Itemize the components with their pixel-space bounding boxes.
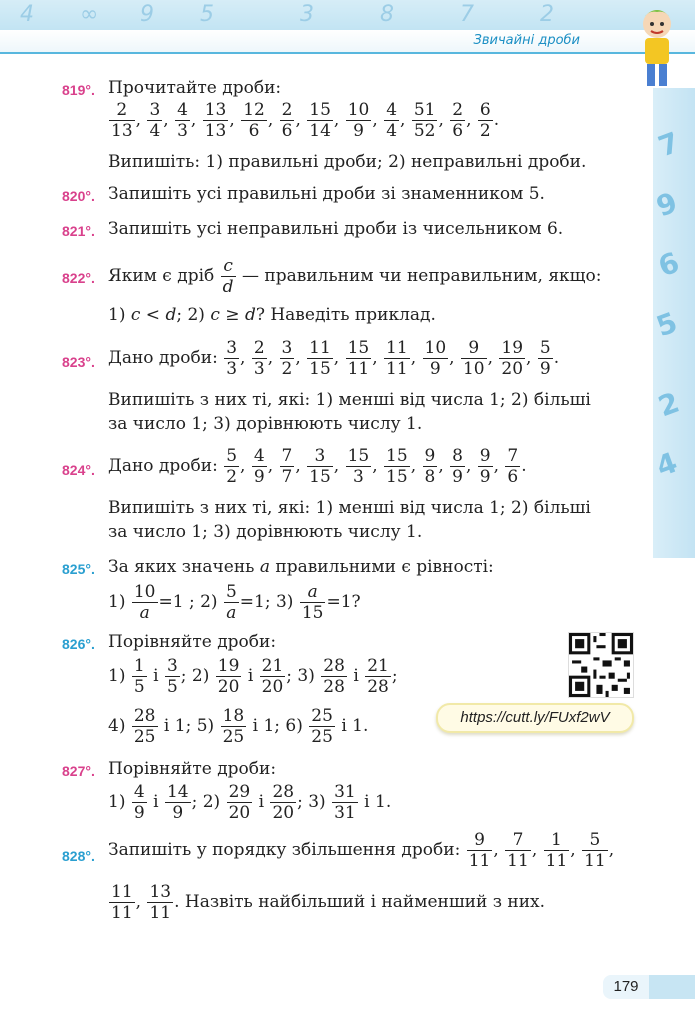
fraction: $\frac{19}{20}$ [217, 656, 240, 697]
fraction: $\frac{9}{10}$ [462, 338, 485, 379]
problem-text: Порівняйте дроби: [108, 632, 277, 652]
fraction: $\frac{28}{20}$ [272, 782, 295, 823]
problem-comparisons: 1) $\frac{4}{9}$ і $\frac{14}{9}$ ; 2) $\frac{29}{20}$ і $\frac{28}{20}$ ; 3) $\frac{31}{31}$ і 1. [108, 782, 392, 823]
fraction: $\frac{28}{28}$ [323, 656, 345, 697]
fraction: $\frac{4}{9}$ [133, 782, 145, 823]
fraction: $\frac{13}{11}$ [149, 882, 172, 923]
side-decorative-strip [653, 88, 695, 558]
fraction: $\frac{14}{9}$ [166, 782, 189, 823]
fraction: $\frac{51}{52}$ [413, 100, 436, 141]
problem-task: Випишіть з них ті, які: 1) менші від числа 1; 2) більші [108, 498, 591, 518]
fraction: $\frac{2}{3}$ [253, 338, 265, 379]
fraction: $\frac{15}{15}$ [386, 446, 408, 487]
fraction: $\frac{21}{20}$ [261, 656, 284, 697]
fraction: $\frac{4}{9}$ [253, 446, 265, 487]
decor-digit: 7 [653, 125, 684, 164]
problem-comparisons: 1) $\frac{1}{5}$ і $\frac{3}{5}$ ; 2) $\frac{19}{20}$ і $\frac{21}{20}$ ; 3) $\frac{28}{28}$ і $\frac{21}{28}$ ; [108, 656, 398, 697]
fraction: $\frac{21}{28}$ [367, 656, 389, 697]
qr-code[interactable] [568, 632, 634, 698]
fraction: $\frac{10}{9}$ [424, 338, 447, 379]
fraction: $\frac{5}{2}$ [226, 446, 238, 487]
chapter-title: Звичайні дроби [473, 33, 580, 48]
fraction: $\frac{25}{25}$ [311, 706, 333, 747]
decor-digit: 2 [653, 385, 684, 424]
fraction: $\frac{3}{2}$ [281, 338, 293, 379]
decor-digit: 5 [200, 2, 214, 27]
decor-digit: 2 [540, 2, 554, 27]
fraction: $\frac{29}{20}$ [228, 782, 251, 823]
fraction: $\frac{10}{a}$ [133, 582, 156, 623]
problem-task: Випишіть з них ті, які: 1) менші від числа 1; 2) більші [108, 390, 591, 410]
fraction: $\frac{11}{11}$ [386, 338, 408, 379]
decor-digit: 8 [380, 2, 394, 27]
fraction: $\frac{9}{11}$ [468, 830, 491, 871]
fraction: $\frac{13}{13}$ [204, 100, 227, 141]
fraction: $\frac{5}{11}$ [584, 830, 606, 871]
fraction: $\frac{31}{31}$ [334, 782, 356, 823]
fraction: $\frac{4}{3}$ [177, 100, 188, 141]
fraction: $\frac{15}{14}$ [309, 100, 331, 141]
fraction: $\frac{7}{11}$ [507, 830, 529, 871]
decor-digit: 4 [20, 2, 34, 27]
fraction: $\frac{1}{11}$ [545, 830, 568, 871]
fraction: $\frac{2}{6}$ [452, 100, 464, 141]
page-number: 179 [603, 975, 649, 999]
fraction: $\frac{5}{a}$ [225, 582, 237, 623]
fraction: $\frac{12}{6}$ [243, 100, 265, 141]
qr-url-link[interactable]: https://cutt.ly/FUxf2wV [436, 703, 634, 733]
problem-comparisons: 4) $\frac{28}{25}$ і 1; 5) $\frac{18}{25}$ і 1; 6) $\frac{25}{25}$ і 1. [108, 706, 369, 747]
decor-digit: 9 [651, 185, 682, 224]
problem-number: 823°. [62, 354, 95, 370]
decor-digit: ∞ [80, 2, 99, 27]
fraction: $\frac{7}{7}$ [281, 446, 293, 487]
fraction: $\frac{2}{13}$ [111, 100, 133, 141]
fraction: $\frac{15}{3}$ [347, 446, 370, 487]
problem-number: 828°. [62, 848, 95, 864]
problem-number: 821°. [62, 223, 95, 239]
problem-text: Прочитайте дроби: [108, 78, 282, 98]
fraction-list: Дано дроби: $\frac{5}{2}$ , $\frac{4}{9}$ , $\frac{7}{7}$ , $\frac{3}{15}$ , $\frac{15}{3}$ , $\frac{15}{15}$ , $\frac{9}{8}$ , $\frac{8}{9}$ , $\frac{9}{9}$ , $\frac{7}{6}$ . [108, 446, 527, 487]
fraction: $\frac{3}{3}$ [226, 338, 238, 379]
problem-task: за число 1; 3) дорівнюють числу 1. [108, 522, 423, 542]
fraction: $\frac{1}{5}$ [133, 656, 145, 697]
fraction: $\frac{4}{4}$ [386, 100, 398, 141]
fraction: $\frac{5}{9}$ [539, 338, 551, 379]
fraction: $\frac{18}{25}$ [222, 706, 245, 747]
fraction: $\frac{3}{15}$ [309, 446, 331, 487]
decor-digit: 4 [651, 445, 682, 484]
problem-number: 819°. [62, 82, 95, 98]
fraction: $\frac{15}{11}$ [347, 338, 370, 379]
problem-number: 822°. [62, 270, 95, 286]
problem-text: Запишіть усі неправильні дроби із чисельником 6. [108, 219, 564, 239]
header-bar [0, 30, 695, 54]
decor-digit: 9 [140, 2, 154, 27]
fraction: $\frac{6}{2}$ [479, 100, 491, 141]
fraction: $\frac{11}{15}$ [309, 338, 331, 379]
fraction: $\frac{11}{11}$ [111, 882, 133, 923]
problem-equations: 1) $\frac{10}{a}$ =1 ; 2) $\frac{5}{a}$ =1; 3) $\frac{a}{15}$ =1? [108, 582, 361, 623]
fraction: $\frac{9}{9}$ [479, 446, 491, 487]
problem-task: Випишіть: 1) правильні дроби; 2) неправильні дроби. [108, 152, 587, 172]
problem-number: 826°. [62, 636, 95, 652]
fraction: $\frac{8}{9}$ [452, 446, 463, 487]
fraction-list: Дано дроби: $\frac{3}{3}$ , $\frac{2}{3}$ , $\frac{3}{2}$ , $\frac{11}{15}$ , $\frac{15}{11}$ , $\frac{11}{11}$ , $\frac{10}{9}$ , $\frac{9}{10}$ , $\frac{19}{20}$ , $\frac{5}{9}$ . [108, 338, 560, 379]
problem-text: Порівняйте дроби: [108, 759, 277, 779]
problem-number: 820°. [62, 188, 95, 204]
page-tab-decoration [649, 975, 695, 999]
fraction: $\frac{3}{5}$ [166, 656, 178, 697]
fraction: $\frac{c}{d}$ [222, 256, 234, 297]
fraction-list: $\frac{2}{13}$ , $\frac{3}{4}$ , $\frac{4}{3}$ , $\frac{13}{13}$ , $\frac{12}{6}$ , $\frac{2}{6}$ , $\frac{15}{14}$ , $\frac{10}{9}$ , $\frac{4}{4}$ , $\frac{51}{52}$ , $\frac{2}{6}$ , $\frac{6}{2}$ . [111, 100, 500, 141]
fraction: $\frac{7}{6}$ [507, 446, 519, 487]
problem-task: за число 1; 3) дорівнюють числу 1. [108, 414, 423, 434]
top-decorative-band [0, 0, 695, 30]
fraction: $\frac{2}{6}$ [281, 100, 293, 141]
problem-text: Яким є дріб $\frac{c}{d}$ — правильним чи неправильним, якщо: [108, 256, 602, 297]
fraction: $\frac{19}{20}$ [501, 338, 524, 379]
fraction: $\frac{10}{9}$ [347, 100, 370, 141]
cartoon-boy-illustration [629, 2, 689, 92]
fraction-list: Запишіть у порядку збільшення дроби: $\frac{9}{11}$ , $\frac{7}{11}$ , $\frac{1}{11}$ , $\frac{5}{11}$ , [108, 830, 615, 871]
problem-conditions: 1) c < d; 2) c ≥ d? Наведіть приклад. [108, 305, 436, 325]
decor-digit: 5 [651, 305, 682, 344]
decor-digit: 7 [460, 2, 474, 27]
decor-digit: 6 [653, 245, 684, 284]
fraction: $\frac{3}{4}$ [149, 100, 161, 141]
fraction: $\frac{28}{25}$ [133, 706, 156, 747]
problem-number: 825°. [62, 561, 95, 577]
fraction: $\frac{9}{8}$ [424, 446, 436, 487]
problem-text: За яких значень a правильними є рівності: [108, 557, 494, 577]
problem-number: 824°. [62, 462, 95, 478]
fraction-list: $\frac{11}{11}$ , $\frac{13}{11}$ . Назвіть найбільший і найменший з них. [111, 882, 546, 923]
fraction: $\frac{a}{15}$ [301, 582, 324, 623]
problem-text: Запишіть усі правильні дроби зі знаменником 5. [108, 184, 545, 204]
problem-number: 827°. [62, 763, 95, 779]
decor-digit: 3 [300, 2, 314, 27]
